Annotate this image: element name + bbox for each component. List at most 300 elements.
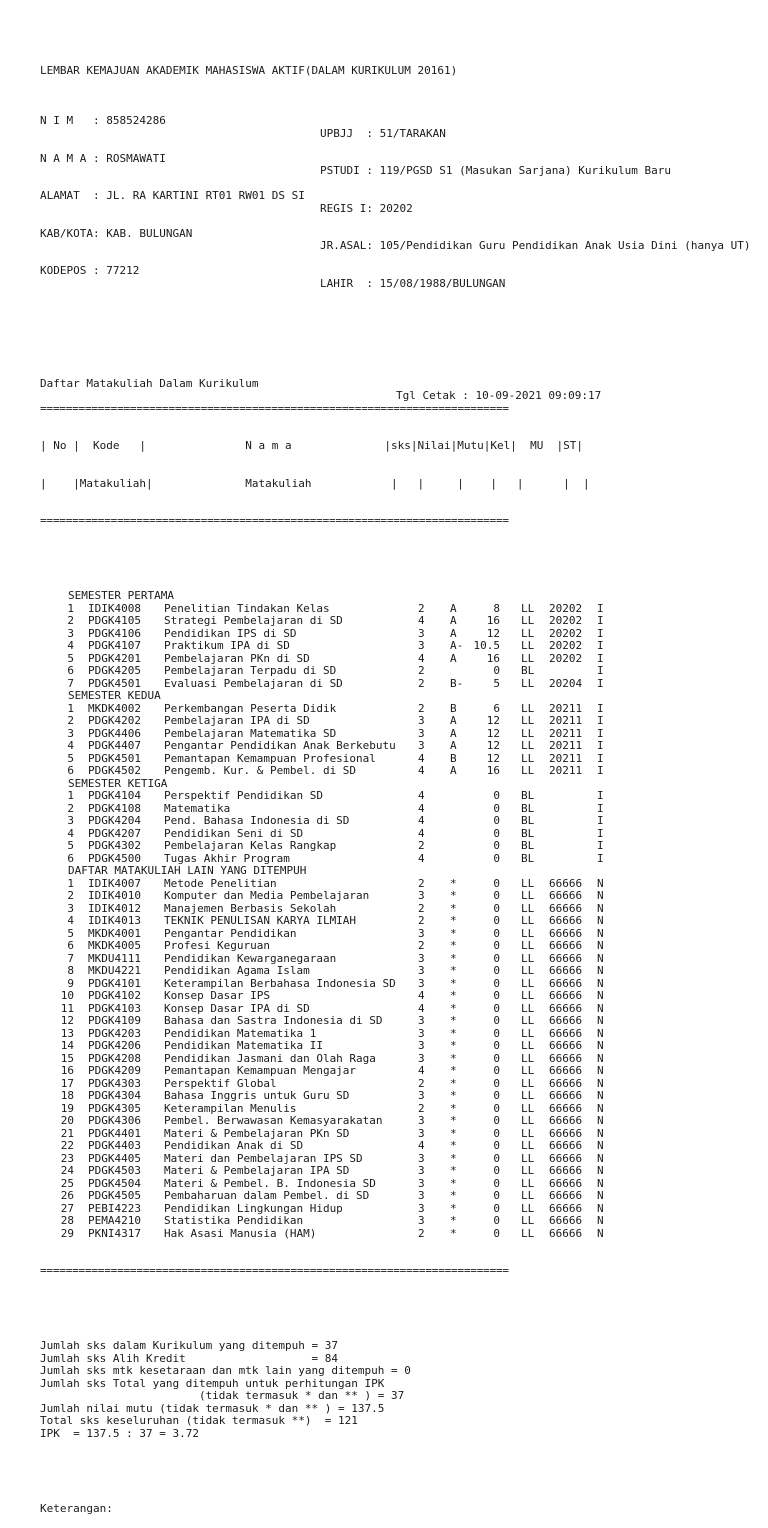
course-nilai: * bbox=[450, 1026, 457, 1040]
table-row bbox=[40, 1015, 768, 1028]
course-kel: LL bbox=[521, 976, 535, 990]
course-code: PDGK4504 bbox=[88, 1176, 141, 1190]
course-no: 10 bbox=[60, 989, 74, 1002]
table-row bbox=[40, 703, 768, 716]
course-sks: 3 bbox=[418, 1214, 425, 1227]
course-st: I bbox=[597, 664, 604, 677]
course-st: N bbox=[597, 1114, 604, 1127]
table-row bbox=[40, 878, 768, 891]
course-nilai: A bbox=[450, 739, 457, 752]
course-kel: LL bbox=[521, 1214, 535, 1227]
table-row bbox=[40, 1090, 768, 1103]
course-no: 29 bbox=[60, 1226, 74, 1240]
course-code: PKNI4317 bbox=[88, 1226, 141, 1240]
course-code: PDGK4109 bbox=[88, 1014, 141, 1027]
course-kel: LL bbox=[521, 764, 535, 777]
course-st: I bbox=[597, 726, 604, 740]
course-name: Strategi Pembelajaran di SD bbox=[164, 614, 343, 627]
course-st: N bbox=[597, 976, 604, 990]
table-row bbox=[40, 765, 768, 778]
course-code: IDIK4010 bbox=[88, 889, 141, 902]
section-title-text: SEMESTER KETIGA bbox=[68, 776, 168, 790]
course-no: 7 bbox=[67, 676, 74, 690]
course-mu: 66666 bbox=[549, 1114, 583, 1127]
course-no: 28 bbox=[60, 1214, 74, 1227]
table-row bbox=[40, 890, 768, 903]
course-mutu: 0 bbox=[493, 889, 500, 902]
course-code: PDGK4206 bbox=[88, 1039, 141, 1052]
course-code: MKDU4221 bbox=[88, 964, 141, 977]
course-sks: 3 bbox=[418, 1151, 425, 1165]
course-kel: LL bbox=[521, 1064, 535, 1077]
course-code: PDGK4103 bbox=[88, 1001, 141, 1015]
table-row bbox=[40, 1140, 768, 1153]
table-row bbox=[40, 715, 768, 728]
table-row bbox=[40, 1128, 768, 1141]
table-top-rule: ========================================================================= bbox=[40, 401, 509, 415]
course-nilai: * bbox=[450, 1201, 457, 1215]
table-row bbox=[40, 965, 768, 978]
course-mu: 66666 bbox=[549, 901, 583, 915]
course-st: I bbox=[597, 614, 604, 627]
course-st: N bbox=[597, 914, 604, 927]
course-mu: 20211 bbox=[549, 764, 583, 777]
course-mutu: 0 bbox=[493, 876, 500, 890]
course-mu: 20202 bbox=[549, 601, 583, 615]
course-st: I bbox=[597, 751, 604, 765]
course-no: 4 bbox=[67, 739, 74, 752]
course-mutu: 8 bbox=[493, 601, 500, 615]
course-name: Materi & Pembelajaran PKn SD bbox=[164, 1126, 350, 1140]
course-name: Perkembangan Peserta Didik bbox=[164, 701, 337, 715]
course-code: IDIK4013 bbox=[88, 914, 141, 927]
course-nilai: * bbox=[450, 1226, 457, 1240]
course-kel: BL bbox=[521, 814, 535, 827]
course-st: N bbox=[597, 1201, 604, 1215]
course-nilai: * bbox=[450, 976, 457, 990]
course-name: Konsep Dasar IPS bbox=[164, 989, 270, 1002]
course-st: N bbox=[597, 964, 604, 977]
table-row bbox=[40, 953, 768, 966]
course-name: Evaluasi Pembelajaran di SD bbox=[164, 676, 343, 690]
course-name: Pembelajaran Terpadu di SD bbox=[164, 664, 337, 677]
course-name: Pemantapan Kemampuan Profesional bbox=[164, 751, 376, 765]
upbjj-field: UPBJJ : 51/TARAKAN bbox=[320, 126, 446, 140]
table-row bbox=[40, 665, 768, 678]
course-name: Matematika bbox=[164, 801, 231, 815]
table-header-2: | |Matakuliah| Matakuliah | | | | | | | bbox=[40, 476, 590, 490]
course-code: PDGK4407 bbox=[88, 739, 141, 752]
course-code: PDGK4105 bbox=[88, 614, 141, 627]
course-nilai: * bbox=[450, 1014, 457, 1027]
course-no: 2 bbox=[67, 614, 74, 627]
course-mutu: 0 bbox=[493, 801, 500, 815]
section-title-text: SEMESTER KEDUA bbox=[68, 689, 161, 702]
table-row bbox=[40, 640, 768, 653]
course-mu: 66666 bbox=[549, 1164, 583, 1177]
course-mutu: 0 bbox=[493, 1051, 500, 1065]
course-sks: 2 bbox=[418, 914, 425, 927]
course-name: Bahasa Inggris untuk Guru SD bbox=[164, 1089, 350, 1102]
table-row bbox=[40, 840, 768, 853]
course-mutu: 0 bbox=[493, 976, 500, 990]
course-mu: 66666 bbox=[549, 1026, 583, 1040]
course-code: MKDK4001 bbox=[88, 926, 141, 940]
table-row bbox=[40, 1165, 768, 1178]
course-sks: 4 bbox=[418, 764, 425, 777]
course-st: N bbox=[597, 1076, 604, 1090]
course-kel: LL bbox=[521, 939, 535, 952]
course-nilai: A bbox=[450, 764, 457, 777]
alamat-field: ALAMAT : JL. RA KARTINI RT01 RW01 DS SI bbox=[40, 189, 305, 202]
course-kel: LL bbox=[521, 639, 535, 652]
course-mu: 66666 bbox=[549, 951, 583, 965]
course-mu: 66666 bbox=[549, 976, 583, 990]
course-sks: 4 bbox=[418, 651, 425, 665]
course-nilai: * bbox=[450, 964, 457, 977]
course-st: I bbox=[597, 626, 604, 640]
course-sks: 2 bbox=[418, 901, 425, 915]
course-kel: LL bbox=[521, 876, 535, 890]
summary-line: Total sks keseluruhan (tidak termasuk **) = 121 bbox=[40, 1414, 358, 1427]
course-sks: 3 bbox=[418, 739, 425, 752]
keterangan-label: Keterangan: bbox=[40, 1501, 113, 1515]
course-no: 1 bbox=[67, 789, 74, 802]
course-sks: 4 bbox=[418, 989, 425, 1002]
course-mutu: 12 bbox=[486, 739, 500, 752]
course-name: Metode Penelitian bbox=[164, 876, 277, 890]
course-no: 25 bbox=[60, 1176, 74, 1190]
course-no: 6 bbox=[67, 764, 74, 777]
course-st: N bbox=[597, 1226, 604, 1240]
course-mutu: 0 bbox=[493, 1189, 500, 1202]
course-sks: 4 bbox=[418, 1139, 425, 1152]
course-code: PDGK4106 bbox=[88, 626, 141, 640]
course-no: 4 bbox=[67, 914, 74, 927]
course-st: N bbox=[597, 1064, 604, 1077]
course-no: 26 bbox=[60, 1189, 74, 1202]
course-sks: 3 bbox=[418, 639, 425, 652]
table-header-1: | No | Kode | N a m a |sks|Nilai|Mutu|Kel| MU |ST| bbox=[40, 439, 584, 452]
course-code: PDGK4403 bbox=[88, 1139, 141, 1152]
course-no: 11 bbox=[60, 1001, 74, 1015]
course-kel: LL bbox=[521, 951, 535, 965]
course-no: 5 bbox=[67, 839, 74, 852]
section-title-text: SEMESTER PERTAMA bbox=[68, 589, 174, 602]
course-nilai: * bbox=[450, 989, 457, 1002]
regis-field: REGIS I: 20202 bbox=[320, 201, 413, 215]
course-code: PDGK4500 bbox=[88, 851, 141, 865]
course-nilai: A bbox=[450, 614, 457, 627]
course-no: 7 bbox=[67, 951, 74, 965]
course-code: MKDU4111 bbox=[88, 951, 141, 965]
course-name: Pengantar Pendidikan Anak Berkebutu bbox=[164, 739, 396, 752]
course-mutu: 0 bbox=[493, 1226, 500, 1240]
course-mu: 20211 bbox=[549, 701, 583, 715]
table-row bbox=[40, 1028, 768, 1041]
course-kel: BL bbox=[521, 826, 535, 840]
course-no: 1 bbox=[67, 701, 74, 715]
course-code: PDGK4204 bbox=[88, 814, 141, 827]
course-name: Profesi Keguruan bbox=[164, 939, 270, 952]
course-no: 4 bbox=[67, 639, 74, 652]
course-mutu: 0 bbox=[493, 1014, 500, 1027]
course-sks: 3 bbox=[418, 951, 425, 965]
course-name: Keterampilan Berbahasa Indonesia SD bbox=[164, 976, 396, 990]
kodepos-row bbox=[40, 253, 768, 290]
course-mutu: 12 bbox=[486, 714, 500, 727]
course-code: IDIK4008 bbox=[88, 601, 141, 615]
course-mu: 20202 bbox=[549, 614, 583, 627]
course-code: PEBI4223 bbox=[88, 1201, 141, 1215]
course-code: PDGK4205 bbox=[88, 664, 141, 677]
course-nilai: A- bbox=[450, 639, 464, 652]
course-name: Materi & Pembelajaran IPA SD bbox=[164, 1164, 350, 1177]
course-no: 21 bbox=[60, 1126, 74, 1140]
course-st: N bbox=[597, 926, 604, 940]
course-mu: 66666 bbox=[549, 1014, 583, 1027]
course-nilai: * bbox=[450, 1114, 457, 1127]
course-mu: 66666 bbox=[549, 1089, 583, 1102]
course-name: Pendidikan Lingkungan Hidup bbox=[164, 1201, 343, 1215]
course-sks: 2 bbox=[418, 676, 425, 690]
course-mu: 20202 bbox=[549, 651, 583, 665]
course-code: PEMA4210 bbox=[88, 1214, 141, 1227]
nama-row bbox=[40, 140, 768, 177]
summary-line: (tidak termasuk * dan ** ) = 37 bbox=[40, 1389, 405, 1402]
course-kel: LL bbox=[521, 1001, 535, 1015]
course-st: N bbox=[597, 1051, 604, 1065]
course-sks: 2 bbox=[418, 664, 425, 677]
course-name: Pendidikan IPS di SD bbox=[164, 626, 297, 640]
table-row bbox=[40, 1153, 768, 1166]
course-sks: 3 bbox=[418, 1126, 425, 1140]
course-no: 5 bbox=[67, 651, 74, 665]
course-no: 4 bbox=[67, 826, 74, 840]
course-mutu: 0 bbox=[493, 1089, 500, 1102]
transcript-document bbox=[40, 40, 768, 1528]
course-mutu: 12 bbox=[486, 726, 500, 740]
course-code: PDGK4203 bbox=[88, 1026, 141, 1040]
course-no: 12 bbox=[60, 1014, 74, 1027]
course-mu: 66666 bbox=[549, 989, 583, 1002]
course-sks: 2 bbox=[418, 1076, 425, 1090]
course-code: PDGK4503 bbox=[88, 1164, 141, 1177]
summary-line: Jumlah sks Alih Kredit = 84 bbox=[40, 1351, 339, 1365]
course-kel: LL bbox=[521, 1089, 535, 1102]
course-code: PDGK4202 bbox=[88, 714, 141, 727]
course-name: Pengantar Pendidikan bbox=[164, 926, 297, 940]
course-name: Pendidikan Jasmani dan Olah Raga bbox=[164, 1051, 376, 1065]
table-row bbox=[40, 1065, 768, 1078]
course-mutu: 0 bbox=[493, 1201, 500, 1215]
course-st: N bbox=[597, 889, 604, 902]
course-mu: 66666 bbox=[549, 1226, 583, 1240]
course-nilai: * bbox=[450, 1151, 457, 1165]
course-sks: 3 bbox=[418, 1201, 425, 1215]
table-row bbox=[40, 978, 768, 991]
course-st: N bbox=[597, 1164, 604, 1177]
course-name: Materi & Pembel. B. Indonesia SD bbox=[164, 1176, 376, 1190]
course-mu: 66666 bbox=[549, 1001, 583, 1015]
course-no: 3 bbox=[67, 814, 74, 827]
section-title bbox=[40, 590, 768, 603]
section-title bbox=[40, 865, 768, 878]
course-kel: LL bbox=[521, 1014, 535, 1027]
table-row bbox=[40, 1178, 768, 1191]
course-name: Hak Asasi Manusia (HAM) bbox=[164, 1226, 317, 1240]
course-name: Praktikum IPA di SD bbox=[164, 639, 290, 652]
course-mutu: 0 bbox=[493, 901, 500, 915]
course-mutu: 0 bbox=[493, 989, 500, 1002]
course-code: PDGK4501 bbox=[88, 676, 141, 690]
course-st: I bbox=[597, 639, 604, 652]
course-sks: 3 bbox=[418, 1039, 425, 1052]
course-st: N bbox=[597, 1039, 604, 1052]
course-kel: BL bbox=[521, 789, 535, 802]
course-mu: 20202 bbox=[549, 639, 583, 652]
course-mutu: 0 bbox=[493, 926, 500, 940]
course-name: Pengemb. Kur. & Pembel. di SD bbox=[164, 764, 357, 777]
section-title bbox=[40, 690, 768, 703]
course-mu: 66666 bbox=[549, 876, 583, 890]
course-st: I bbox=[597, 651, 604, 665]
course-sks: 3 bbox=[418, 714, 425, 727]
table-row bbox=[40, 1040, 768, 1053]
course-no: 6 bbox=[67, 939, 74, 952]
course-mutu: 10.5 bbox=[473, 639, 500, 652]
course-sks: 3 bbox=[418, 1164, 425, 1177]
course-mutu: 0 bbox=[493, 839, 500, 852]
course-sks: 3 bbox=[418, 964, 425, 977]
course-no: 2 bbox=[67, 889, 74, 902]
course-sks: 4 bbox=[418, 814, 425, 827]
course-sks: 3 bbox=[418, 1189, 425, 1202]
course-nilai: * bbox=[450, 889, 457, 902]
course-mu: 66666 bbox=[549, 1189, 583, 1202]
table-row bbox=[40, 1103, 768, 1116]
course-mutu: 16 bbox=[486, 614, 500, 627]
kab-field: KAB/KOTA: KAB. BULUNGAN bbox=[40, 226, 193, 240]
nim-field: N I M : 858524286 bbox=[40, 114, 166, 127]
course-st: N bbox=[597, 1014, 604, 1027]
course-nilai: * bbox=[450, 1126, 457, 1140]
course-sks: 2 bbox=[418, 839, 425, 852]
course-code: PDGK4209 bbox=[88, 1064, 141, 1077]
course-nilai: * bbox=[450, 1139, 457, 1152]
course-nilai: B- bbox=[450, 676, 464, 690]
course-name: Pembelajaran Matematika SD bbox=[164, 726, 337, 740]
course-kel: LL bbox=[521, 914, 535, 927]
course-kel: LL bbox=[521, 964, 535, 977]
nama-field: N A M A : ROSMAWATI bbox=[40, 151, 166, 165]
course-mu: 66666 bbox=[549, 1139, 583, 1152]
course-mutu: 0 bbox=[493, 1076, 500, 1090]
course-nilai: A bbox=[450, 601, 457, 615]
course-mu: 66666 bbox=[549, 1201, 583, 1215]
course-code: PDGK4306 bbox=[88, 1114, 141, 1127]
course-kel: LL bbox=[521, 676, 535, 690]
course-nilai: * bbox=[450, 1101, 457, 1115]
summary-block bbox=[40, 1340, 768, 1440]
course-code: PDGK4104 bbox=[88, 789, 141, 802]
course-no: 3 bbox=[67, 626, 74, 640]
course-kel: LL bbox=[521, 1101, 535, 1115]
course-sks: 4 bbox=[418, 751, 425, 765]
table-bottom-rule: ========================================================================= bbox=[40, 1264, 509, 1277]
course-name: Keterampilan Menulis bbox=[164, 1101, 297, 1115]
course-kel: LL bbox=[521, 651, 535, 665]
course-sks: 2 bbox=[418, 939, 425, 952]
course-code: PDGK4108 bbox=[88, 801, 141, 815]
course-code: PDGK4405 bbox=[88, 1151, 141, 1165]
course-kel: LL bbox=[521, 701, 535, 715]
course-code: PDGK4102 bbox=[88, 989, 141, 1002]
course-st: I bbox=[597, 701, 604, 715]
course-mutu: 0 bbox=[493, 1139, 500, 1152]
course-sks: 3 bbox=[418, 926, 425, 940]
course-name: Manajemen Berbasis Sekolah bbox=[164, 901, 337, 915]
course-sks: 4 bbox=[418, 851, 425, 865]
course-mutu: 0 bbox=[493, 1151, 500, 1165]
course-kel: LL bbox=[521, 1126, 535, 1140]
course-code: PDGK4303 bbox=[88, 1076, 141, 1090]
course-sks: 3 bbox=[418, 1176, 425, 1190]
section-title-text: DAFTAR MATAKULIAH LAIN YANG DITEMPUH bbox=[68, 864, 307, 877]
course-mutu: 0 bbox=[493, 1001, 500, 1015]
table-row bbox=[40, 740, 768, 753]
course-st: I bbox=[597, 839, 604, 852]
course-sks: 2 bbox=[418, 876, 425, 890]
table-row bbox=[40, 728, 768, 741]
summary-line: Jumlah sks dalam Kurikulum yang ditempuh = 37 bbox=[40, 1339, 339, 1352]
course-no: 22 bbox=[60, 1139, 74, 1152]
course-code: PDGK4101 bbox=[88, 976, 141, 990]
course-st: N bbox=[597, 939, 604, 952]
course-no: 19 bbox=[60, 1101, 74, 1115]
course-nilai: * bbox=[450, 901, 457, 915]
course-mutu: 0 bbox=[493, 826, 500, 840]
course-st: N bbox=[597, 1189, 604, 1202]
course-st: I bbox=[597, 814, 604, 827]
course-name: Statistika Pendidikan bbox=[164, 1214, 304, 1227]
course-no: 23 bbox=[60, 1151, 74, 1165]
course-nilai: A bbox=[450, 651, 457, 665]
course-mutu: 0 bbox=[493, 1126, 500, 1140]
course-kel: LL bbox=[521, 1176, 535, 1190]
course-st: N bbox=[597, 1026, 604, 1040]
course-kel: BL bbox=[521, 801, 535, 815]
course-kel: LL bbox=[521, 726, 535, 740]
summary-line: Jumlah nilai mutu (tidak termasuk * dan ** ) = 137.5 bbox=[40, 1401, 385, 1415]
table-row bbox=[40, 815, 768, 828]
course-nilai: * bbox=[450, 1214, 457, 1227]
course-code: MKDK4005 bbox=[88, 939, 141, 952]
course-nilai: * bbox=[450, 1089, 457, 1102]
course-mutu: 0 bbox=[493, 1214, 500, 1227]
table-row bbox=[40, 1003, 768, 1016]
course-kel: BL bbox=[521, 839, 535, 852]
course-mutu: 0 bbox=[493, 914, 500, 927]
course-mu: 66666 bbox=[549, 1076, 583, 1090]
course-no: 2 bbox=[67, 801, 74, 815]
lahir-field: LAHIR : 15/08/1988/BULUNGAN bbox=[320, 276, 506, 290]
course-no: 15 bbox=[60, 1051, 74, 1065]
table-row bbox=[40, 1215, 768, 1228]
course-code: PDGK4304 bbox=[88, 1089, 141, 1102]
course-kel: LL bbox=[521, 889, 535, 902]
course-kel: LL bbox=[521, 1164, 535, 1177]
